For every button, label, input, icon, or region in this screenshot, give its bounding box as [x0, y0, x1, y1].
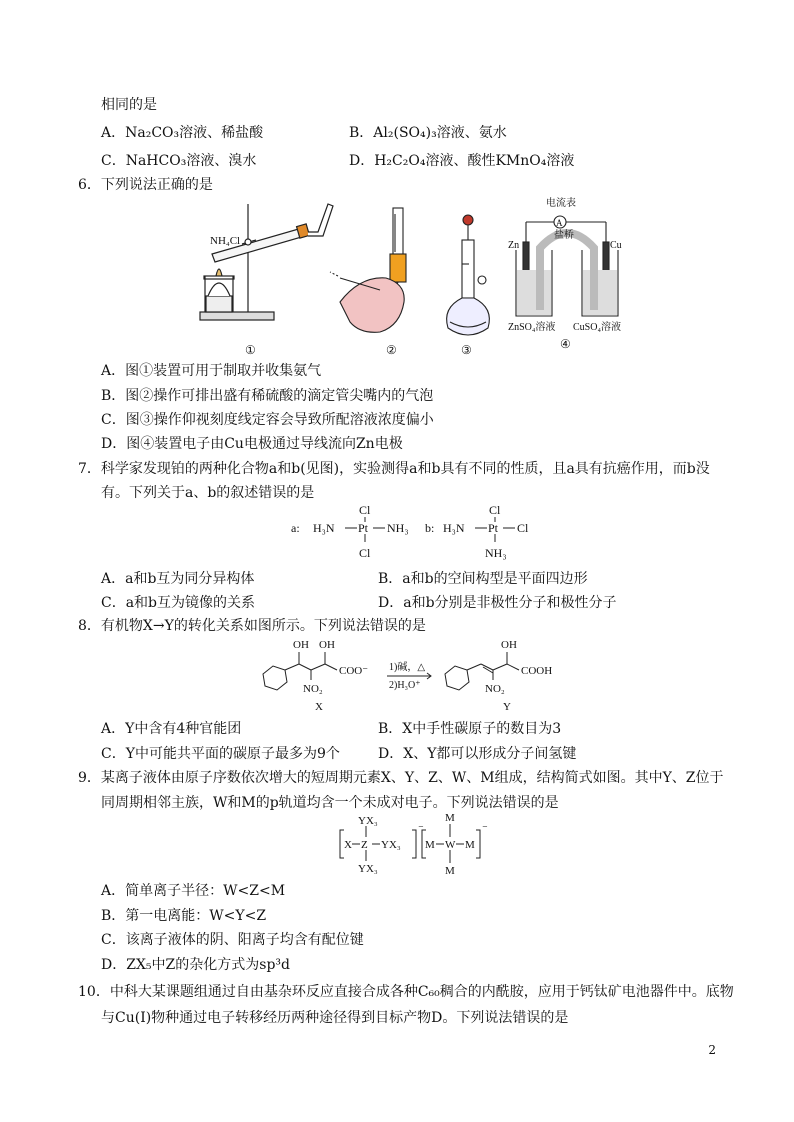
q5-option-a: A．Na₂CO₃溶液、稀盐酸	[101, 125, 264, 141]
q8-option-b: B．X中手性碳原子的数目为3	[378, 721, 562, 737]
q9-option-d: D．ZX₅中Z的杂化方式为sp³d	[101, 957, 290, 973]
fig4-number: ④	[560, 337, 571, 351]
q9-stem-line2: 同周期相邻主族，W和M的p轨道均含一个未成对电子。下列说法错误的是	[101, 795, 559, 811]
q7-stem-line2: 有。下列关于a、b的叙述错误的是	[101, 485, 315, 501]
q8-y-oh: OH	[501, 639, 517, 651]
q6-stem: 6．下列说法正确的是	[78, 177, 213, 193]
q6-option-d: D．图④装置电子由Cu电极通过导线流向Zn电极	[101, 436, 403, 452]
q8-condition-2: 2)H₃O⁺	[389, 680, 421, 691]
q8-option-a: A．Y中含有4种官能团	[101, 721, 242, 737]
q5-option-d: D．H₂C₂O₄溶液、酸性KMnO₄溶液	[349, 153, 575, 169]
q5-continuation: 相同的是	[101, 97, 157, 113]
q10-stem-line1: 10．中科大某课题组通过自由基杂环反应直接合成各种C₆₀稠合的内酰胺，应用于钙钛矿电池器件中。底物	[78, 984, 734, 1000]
q5-option-b: B．Al₂(SO₄)₃溶液、氨水	[349, 125, 507, 141]
fig1-nh4cl-label: NH₄Cl	[210, 235, 241, 247]
q7-figure	[285, 502, 585, 564]
q6-option-a: A．图①装置可用于制取并收集氨气	[101, 363, 322, 379]
q5-option-c: C．NaHCO₃溶液、溴水	[101, 153, 257, 169]
q7-a-h3n: H₃N	[313, 521, 335, 535]
q8-x-oh1: OH	[293, 639, 309, 651]
q9-yx3-right: YX₃	[381, 839, 401, 851]
q9-option-c: C．该离子液体的阴、阳离子均含有配位键	[101, 932, 364, 948]
q9-m-bottom: M	[445, 865, 455, 876]
q7-stem-line1: 7．科学家发现铂的两种化合物a和b(见图)，实验测得a和b具有不同的性质，且a具有抗癌作用，而b没	[78, 461, 710, 477]
q9-stem-line1: 9．某离子液体由原子序数依次增大的短周期元素X、Y、Z、W、M组成，结构简式如图。其中Y、Z位于	[78, 770, 724, 786]
q9-cation-charge: ⁻	[482, 823, 488, 835]
q8-y-cooh: COOH	[521, 665, 553, 677]
q7-b-label: b:	[425, 521, 435, 535]
fig2-number: ②	[386, 343, 397, 357]
q7-option-b: B．a和b的空间构型是平面四边形	[378, 571, 588, 587]
q8-stem: 8．有机物X→Y的转化关系如图所示。下列说法错误的是	[78, 618, 426, 634]
fig1-number: ①	[245, 343, 256, 357]
q7-b-nh3-bottom: NH₃	[485, 546, 507, 560]
q9-yx3-top: YX₃	[358, 815, 378, 827]
q8-option-c: C．Y中可能共平面的碳原子最多为9个	[101, 746, 340, 762]
q6-figure	[190, 192, 650, 358]
fig4-cu-label: Cu	[610, 240, 622, 251]
q7-b-pt: Pt	[488, 521, 499, 535]
q8-figure	[255, 636, 585, 716]
q7-option-d: D．a和b分别是非极性分子和极性分子	[378, 595, 617, 611]
q9-m-left: M	[425, 839, 435, 851]
fig4-cuso4-label: CuSO₄溶液	[573, 322, 621, 333]
q7-a-nh3: NH₃	[387, 521, 409, 535]
q9-m-right: M	[465, 839, 475, 851]
q9-anion-charge: ⁻	[418, 823, 424, 835]
q7-option-a: A．a和b互为同分异构体	[101, 571, 255, 587]
q9-m-top: M	[445, 812, 455, 824]
q8-condition-1: 1)碱，△	[389, 662, 426, 673]
q7-a-cl-top: Cl	[359, 503, 371, 517]
q10-stem-line2: 与Cu(Ⅰ)物种通过电子转移经历两种途径得到目标产物D。下列说法错误的是	[101, 1010, 569, 1026]
q9-z: Z	[361, 839, 368, 851]
fig4-zn-label: Zn	[508, 240, 520, 251]
fig4-znso4-label: ZnSO₄溶液	[508, 322, 556, 333]
q7-b-h3n: H₃N	[443, 521, 465, 535]
q8-x-coo: COO⁻	[339, 665, 369, 677]
q7-a-label: a:	[291, 521, 300, 535]
fig4-ammeter-symbol: A	[556, 218, 563, 228]
fig4-ammeter-label: 电流表	[546, 198, 576, 209]
q7-a-pt: Pt	[358, 521, 369, 535]
q9-w: W	[445, 839, 456, 851]
q8-option-d: D．X、Y都可以形成分子间氢键	[378, 746, 577, 762]
q8-y-label: Y	[503, 701, 511, 713]
fig2-burette-hand	[330, 208, 406, 332]
q9-figure	[332, 810, 522, 876]
fig3-number: ③	[461, 343, 472, 357]
q7-a-cl-bottom: Cl	[359, 546, 371, 560]
fig3-volumetric-flask	[447, 215, 490, 335]
q8-y-no2: NO₂	[485, 683, 505, 695]
q9-x: X	[344, 839, 352, 851]
q7-b-cl-right: Cl	[517, 521, 529, 535]
page-number: 2	[708, 1043, 716, 1057]
q9-option-a: A．简单离子半径：W<Z<M	[101, 883, 286, 899]
fig1-heating-apparatus	[200, 204, 333, 320]
q6-option-b: B．图②操作可排出盛有稀硫酸的滴定管尖嘴内的气泡	[101, 388, 434, 404]
q8-x-oh2: OH	[319, 639, 335, 651]
q8-x-no2: NO₂	[303, 683, 323, 695]
fig4-salt-bridge-label: 盐桥	[554, 230, 574, 241]
q6-option-c: C．图③操作仰视刻度线定容会导致所配溶液浓度偏小	[101, 412, 434, 428]
q7-option-c: C．a和b互为镜像的关系	[101, 595, 256, 611]
q7-b-cl-top: Cl	[489, 503, 501, 517]
q9-option-b: B．第一电离能：W<Y<Z	[101, 908, 267, 924]
q9-yx3-bottom: YX₃	[358, 863, 378, 875]
q8-x-label: X	[315, 701, 323, 713]
